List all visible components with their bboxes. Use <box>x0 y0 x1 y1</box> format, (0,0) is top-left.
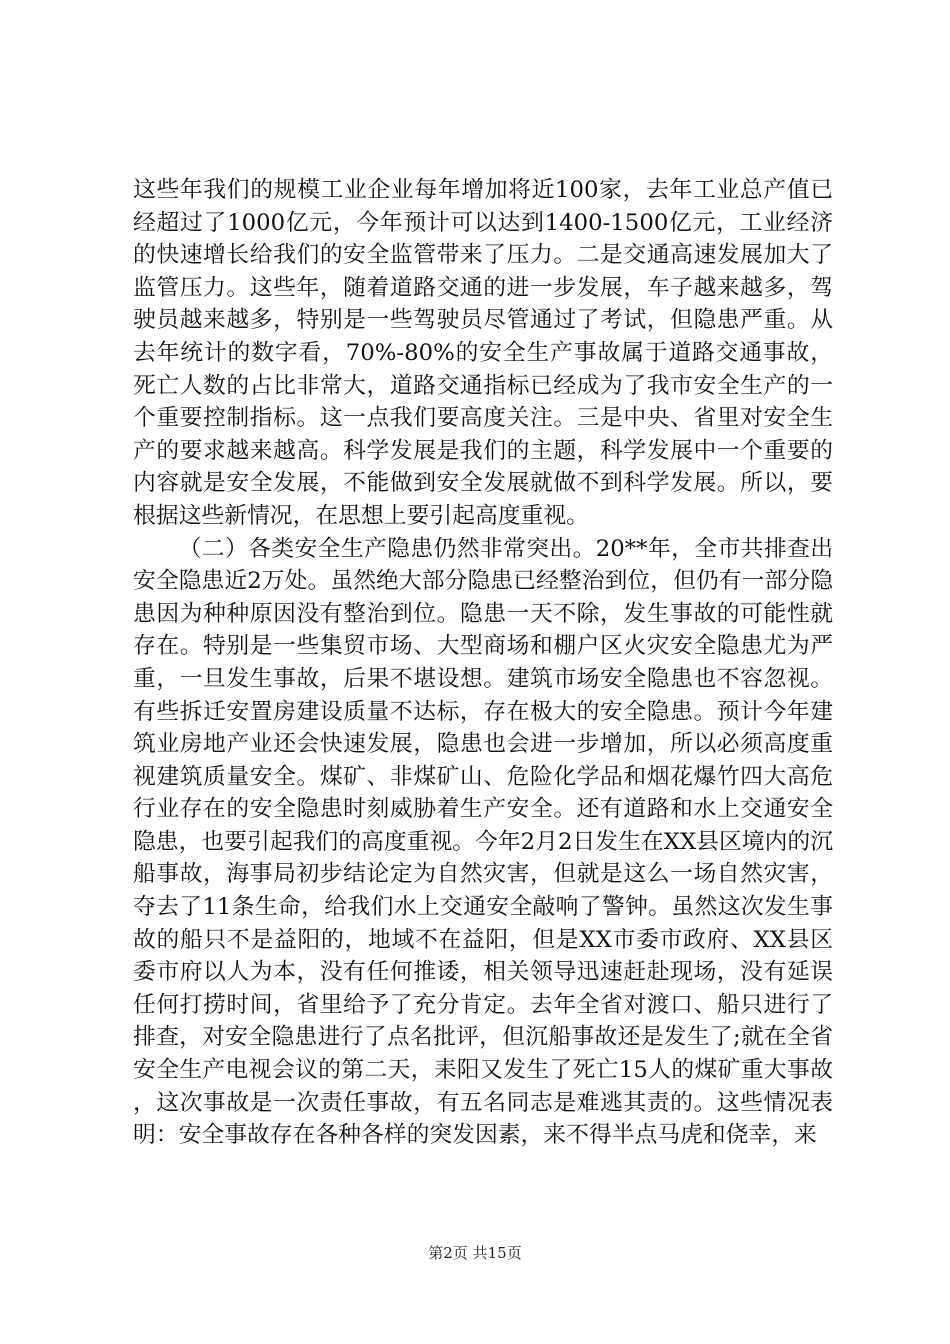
paragraph-section-two: （二）各类安全生产隐患仍然非常突出。20**年，全市共排查出安全隐患近2万处。虽然绝大部分隐患已经整治到位，但仍有一部分隐患因为种种原因没有整治到位。隐患一天不除，发生事故的可能性就存在。特别是一些集贸市场、大型商场和棚户区火灾安全隐患尤为严重，一旦发生事故，后果不堪设想。建筑市场安全隐患也不容忽视。有些拆迁安置房建设质量不达标，存在极大的安全隐患。预计今年建筑业房地产业还会快速发展，隐患也会进一步增加，所以必须高度重视建筑质量安全。煤矿、非煤矿山、危险化学品和烟花爆竹四大高危行业存在的安全隐患时刻威胁着生产安全。还有道路和水上交通安全隐患，也要引起我们的高度重视。今年2月2日发生在XX县区境内的沉船事故，海事局初步结论定为自然灾害，但就是这么一场自然灾害，夺去了11条生命，给我们水上交通安全敲响了警钟。虽然这次发生事故的船只不是益阳的，地域不在益阳，但是XX市委市政府、XX县区委市府以人为本，没有任何推诿，相关领导迅速赶赴现场，没有延误任何打捞时间，省里给予了充分肯定。去年全省对渡口、船只进行了排查，对安全隐患进行了点名批评，但沉船事故还是发生了;就在全省安全生产电视会议的第二天，耒阳又发生了死亡15人的煤矿重大事故，这次事故是一次责任事故，有五名同志是难逃其责的。这些情况表明：安全事故存在各种各样的突发因素，来不得半点马虎和侥幸，来 <box>133 535 833 1149</box>
paragraph-continuation: 这些年我们的规模工业企业每年增加将近100家，去年工业总产值已经超过了1000亿元，今年预计可以达到1400-1500亿元，工业经济的快速增长给我们的安全监管带来了压力。二是交通高速发展加大了监管压力。这些年，随着道路交通的进一步发展，车子越来越多，驾驶员越来越多，特别是一些驾驶员尽管通过了考试，但隐患严重。从去年统计的数字看，70%-80%的安全生产事故属于道路交通事故，死亡人数的占比非常大，道路交通指标已经成为了我市安全生产的一个重要控制指标。这一点我们要高度关注。三是中央、省里对安全生产的要求越来越高。科学发展是我们的主题，科学发展中一个重要的内容就是安全发展，不能做到安全发展就做不到科学发展。所以，要根据这些新情况，在思想上要引起高度重视。 <box>133 177 833 529</box>
page-number-footer: 第2页 共15页 <box>428 1244 522 1262</box>
document-body <box>133 174 833 1152</box>
